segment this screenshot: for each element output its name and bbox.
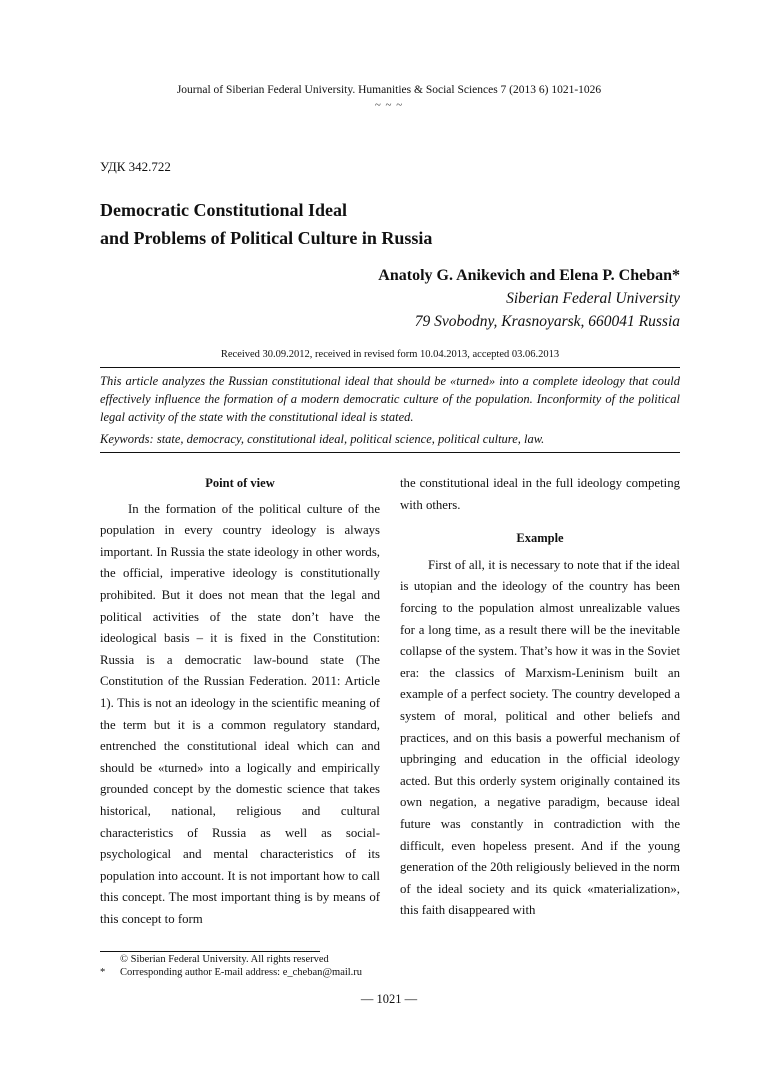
- abstract: This article analyzes the Russian constitutional ideal that should be «turned» into a complete ideology that could effectively influence the formation of a modern democratic culture of the population. Inconformity of the political legal activity of the state with the constitutional ideal is stated.: [100, 374, 680, 424]
- section-heading-example: Example: [516, 531, 564, 546]
- section-heading-point-of-view: Point of view: [205, 476, 275, 490]
- footnote-corresponding: [100, 966, 362, 980]
- authors: Anatoly G. Anikevich and Elena P. Cheban*: [378, 267, 680, 284]
- body-paragraph: First of all, it is necessary to note that if the ideal is utopian and the ideology of the country has been forcing to the population almost unrealizable values for a long time, as a result there will be the inevitable collapse of the system. That’s how it was in the Soviet era: the classics of Marxism-Leninism built an example of a perfect society. The country developed a system of moral, political and other beliefs and practices, and on this basis a powerful mechanism of upbringing and education in the official ideology acted. But this orderly system originally contained its own negation, a negative paradigm, because ideal future was constantly in contradiction with the difficult, even hopeless present. And if the young generation of the 20th religiously believed in the norm of the ideal society and its quick «materialization», this faith disappeared with: [400, 557, 680, 918]
- body-paragraph-continuation: the constitutional ideal in the full ideology competing with others.: [400, 476, 680, 512]
- received-dates: Received 30.09.2012, received in revised form 10.04.2013, accepted 03.06.2013: [220, 349, 560, 360]
- abstract-top-rule: [100, 367, 680, 368]
- body-column-right: [400, 473, 680, 922]
- affiliation: [415, 287, 680, 333]
- affiliation-address: 79 Svobodny, Krasnoyarsk, 660041 Russia: [414, 313, 680, 330]
- footnote-corresponding-text: Corresponding author E-mail address: e_cheban@mail.ru: [120, 967, 363, 978]
- affiliation-university: Siberian Federal University: [506, 290, 680, 307]
- footnote-copyright: © Siberian Federal University. All rights reserved: [120, 954, 329, 965]
- keywords: Keywords: state, democracy, constitutional ideal, political science, political culture, law.: [100, 432, 545, 446]
- body-column-left: [100, 473, 380, 930]
- article-title: [100, 196, 660, 252]
- article-title-line-2: and Problems of Political Culture in Russia: [100, 228, 433, 248]
- journal-header: Journal of Siberian Federal University. Humanities & Social Sciences 7 (2013 6) 1021-1026: [176, 84, 602, 96]
- abstract-bottom-rule: [100, 452, 680, 453]
- header-separator: ~ ~ ~: [374, 99, 404, 111]
- footnote-rule: [100, 951, 320, 952]
- footnote-mark: *: [100, 967, 106, 978]
- article-title-line-1: Democratic Constitutional Ideal: [100, 200, 347, 220]
- page-number: — 1021 —: [360, 992, 418, 1006]
- body-paragraph: In the formation of the political culture of the population in every country ideology is always important. In Russia the state ideology in other words, the official, imperative ideology is constitutionally prohibited. But it does not mean that the legal and political activities of the state don’t have the ideological basis – it is fixed in the Constitution: Russia is a democratic law-bound state (The Constitution of the Russian Federation. 2011: Article 1). This is not an ideology in the scientific meaning of the term but it is a common regulatory standard, entrenched the constitutional ideal which can and should be «turned» into a logically and empirically grounded concept by the domestic science that takes historical, national, religious and cultural characteristics of Russia as well as social-psychological and mental characteristics of its population into account. It is not important how to call this concept. The most important thing is by means of this concept to form: [100, 501, 380, 926]
- udk-code: УДК 342.722: [100, 159, 171, 174]
